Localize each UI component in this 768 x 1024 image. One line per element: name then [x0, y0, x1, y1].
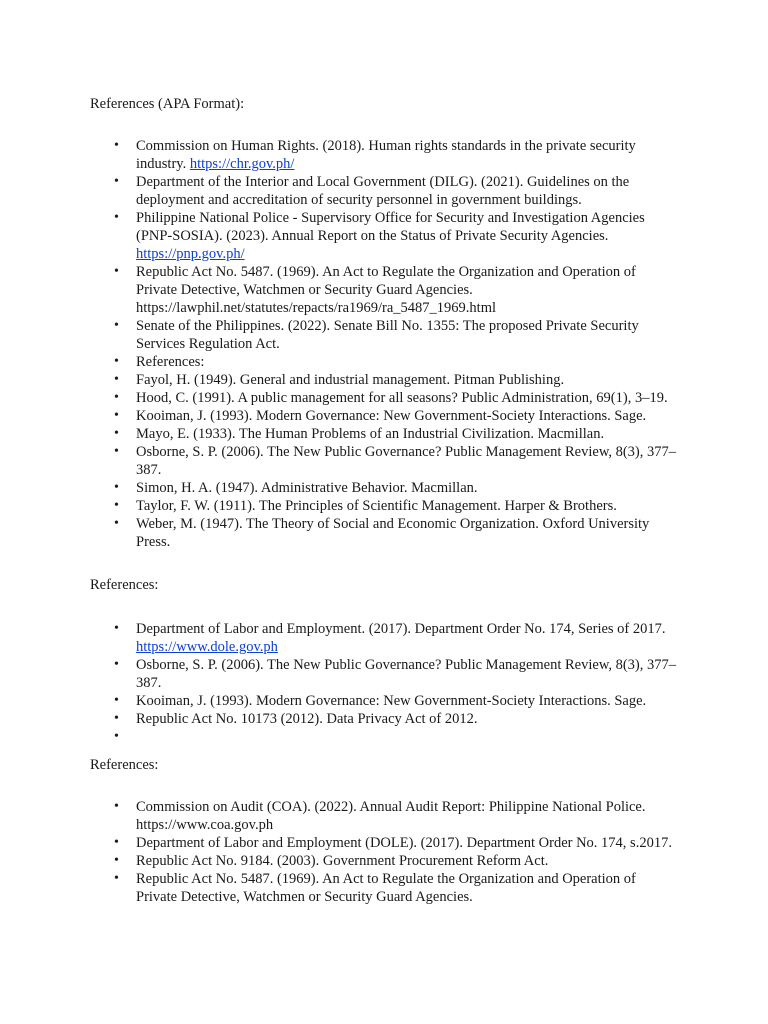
list-item [90, 728, 680, 746]
list-item [90, 497, 680, 515]
reference-text: Philippine National Police - Supervisory Office for Security and Investigation Agencies (PNP-SOSIA). (2023). Annual Report on the Status of Private Security Agencies. [136, 210, 645, 244]
reference-list [90, 620, 680, 746]
reference-text: Department of Labor and Employment. (2017). Department Order No. 174, Series of 2017. [136, 621, 666, 637]
list-item [90, 798, 680, 834]
reference-text: Commission on Human Rights. (2018). Human rights standards in the private security industry. [136, 138, 636, 172]
list-item [90, 209, 680, 263]
list-item [90, 870, 680, 906]
reference-list [90, 137, 680, 551]
reference-text: Republic Act No. 10173 (2012). Data Privacy Act of 2012. [136, 711, 478, 727]
list-item [90, 371, 680, 389]
reference-text: Osborne, S. P. (2006). The New Public Governance? Public Management Review, 8(3), 377–387. [136, 444, 677, 478]
list-item [90, 479, 680, 497]
reference-text: Republic Act No. 5487. (1969). An Act to Regulate the Organization and Operation of Private Detective, Watchmen or Security Guard Agencies. [136, 871, 636, 905]
reference-text: Commission on Audit (COA). (2022). Annual Audit Report: Philippine National Police. https://www.coa.gov.ph [136, 799, 646, 833]
reference-text: Department of the Interior and Local Government (DILG). (2021). Guidelines on the deployment and accreditation of security personnel in government buildings. [136, 174, 630, 208]
reference-text: Taylor, F. W. (1911). The Principles of Scientific Management. Harper & Brothers. [136, 498, 617, 514]
list-item [90, 425, 680, 443]
reference-text: Department of Labor and Employment (DOLE). (2017). Department Order No. 174, s.2017. [136, 835, 672, 851]
list-item [90, 389, 680, 407]
reference-link[interactable]: https://www.dole.gov.ph [136, 639, 278, 655]
reference-text: References: [136, 354, 205, 370]
list-item [90, 515, 680, 551]
list-item [90, 317, 680, 353]
section-heading: References: [90, 577, 159, 593]
references-section-1 [90, 95, 680, 551]
list-item [90, 263, 680, 317]
reference-text: Senate of the Philippines. (2022). Senate Bill No. 1355: The proposed Private Security Services Regulation Act. [136, 318, 639, 352]
reference-text: Osborne, S. P. (2006). The New Public Governance? Public Management Review, 8(3), 377–387. [136, 657, 677, 691]
list-item [90, 353, 680, 371]
list-item [90, 620, 680, 656]
reference-text: Hood, C. (1991). A public management for all seasons? Public Administration, 69(1), 3–19. [136, 390, 668, 406]
reference-link[interactable]: https://chr.gov.ph/ [189, 156, 295, 172]
references-section-2 [90, 576, 680, 746]
reference-text: Simon, H. A. (1947). Administrative Behavior. Macmillan. [136, 480, 478, 496]
reference-text: Mayo, E. (1933). The Human Problems of an Industrial Civilization. Macmillan. [136, 426, 605, 442]
reference-text: Kooiman, J. (1993). Modern Governance: New Government-Society Interactions. Sage. [136, 408, 647, 424]
references-section-3 [90, 756, 680, 906]
list-item [90, 173, 680, 209]
reference-text: Republic Act No. 5487. (1969). An Act to Regulate the Organization and Operation of Private Detective, Watchmen or Security Guard Agencies. https://lawphil.net/statutes/repacts/ra1969/ra_5487_1969.html [136, 264, 636, 316]
reference-text: Fayol, H. (1949). General and industrial management. Pitman Publishing. [136, 372, 565, 388]
list-item [90, 137, 680, 173]
reference-link[interactable]: https://pnp.gov.ph/ [136, 246, 245, 262]
list-item [90, 443, 680, 479]
list-item [90, 407, 680, 425]
section-heading: References (APA Format): [90, 96, 245, 112]
section-heading: References: [90, 757, 159, 773]
reference-text: Republic Act No. 9184. (2003). Government Procurement Reform Act. [136, 853, 549, 869]
list-item [90, 656, 680, 692]
list-item [90, 710, 680, 728]
reference-text: Kooiman, J. (1993). Modern Governance: New Government-Society Interactions. Sage. [136, 693, 647, 709]
list-item [90, 834, 680, 852]
reference-list [90, 798, 680, 906]
list-item [90, 852, 680, 870]
reference-text: Weber, M. (1947). The Theory of Social and Economic Organization. Oxford University Press. [136, 516, 650, 550]
list-item [90, 692, 680, 710]
